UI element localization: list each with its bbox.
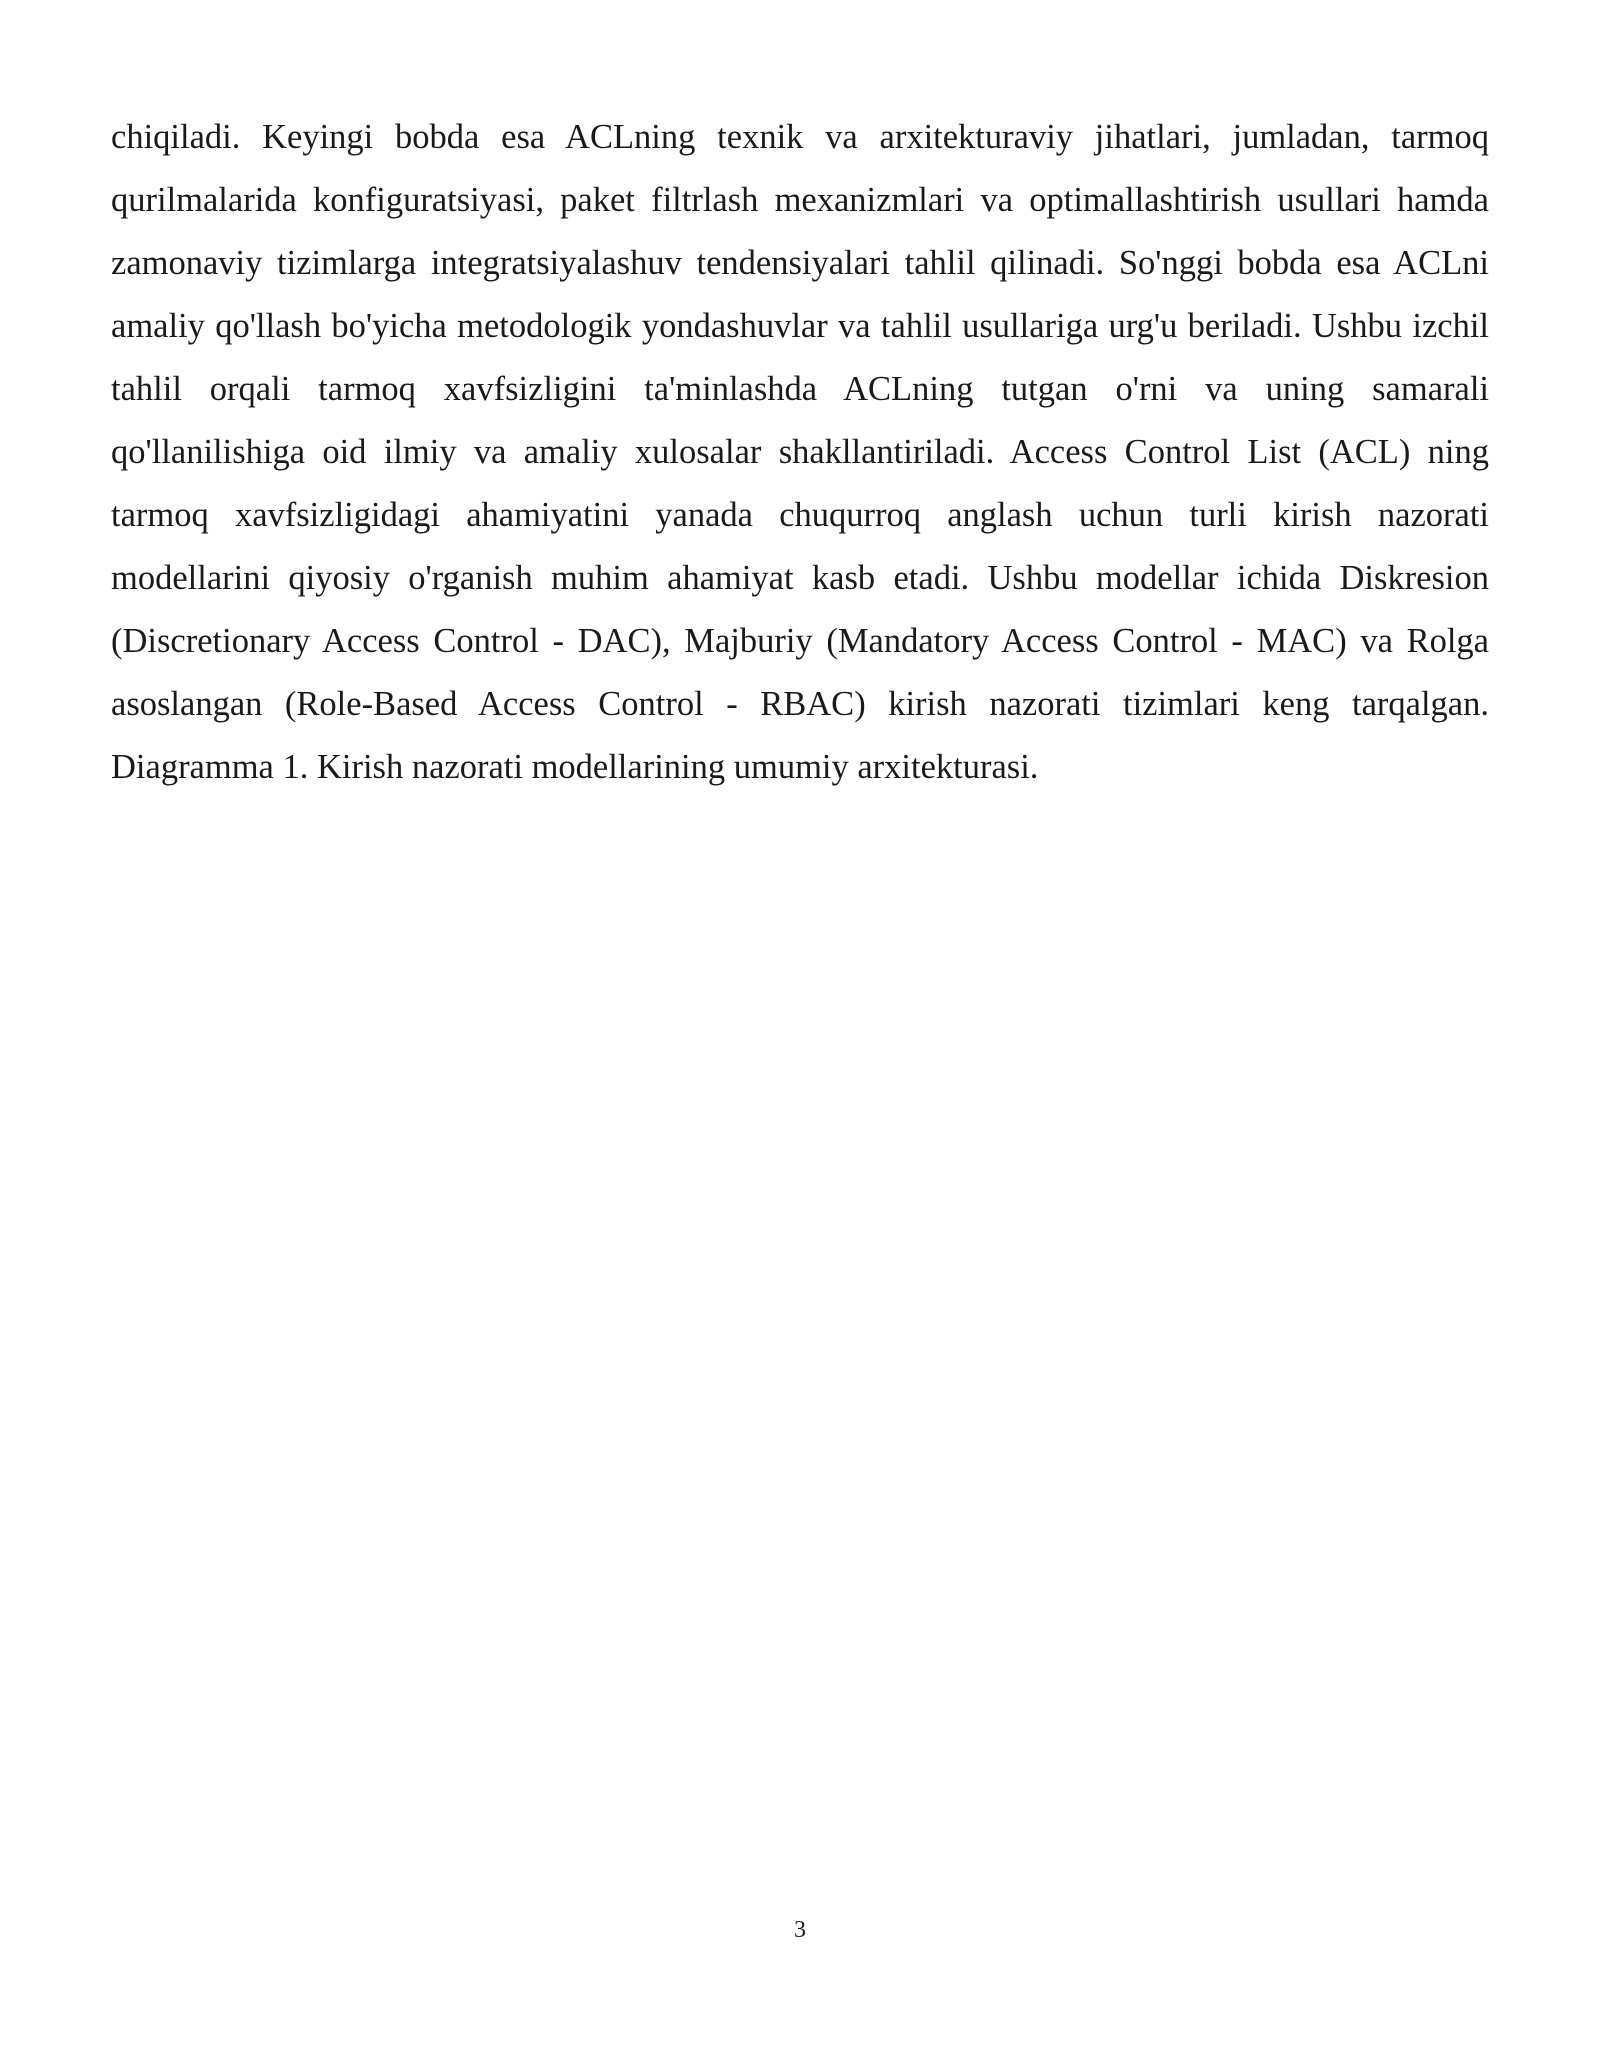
page-number: 3: [794, 1917, 806, 1943]
body-paragraph: chiqiladi. Keyingi bobda esa ACLning texnik va arxitekturaviy jihatlari, jumladan, tarmoq qurilmalarida konfiguratsiyasi, paket filtrlash mexanizmlari va optimallashtirish usullari hamda zamonaviy tizimlarga integratsiyalashuv tendensiyalari tahlil qilinadi. So'nggi bobda esa ACLni amaliy qo'llash bo'yicha metodologik yondashuvlar va tahlil usullariga urg'u beriladi. Ushbu izchil tahlil orqali tarmoq xavfsizligini ta'minlashda ACLning tutgan o'rni va uning samarali qo'llanilishiga oid ilmiy va amaliy xulosalar shakllantiriladi. Access Control List (ACL) ning tarmoq xavfsizligidagi ahamiyatini yanada chuqurroq anglash uchun turli kirish nazorati modellarini qiyosiy o'rganish muhim ahamiyat kasb etadi. Ushbu modellar ichida Diskresion (Discretionary Access Control - DAC), Majburiy (Mandatory Access Control - MAC) va Rolga asoslangan (Role-Based Access Control - RBAC) kirish nazorati tizimlari keng tarqalgan. Diagramma 1. Kirish nazorati modellarining umumiy arxitekturasi.: [111, 118, 1489, 786]
